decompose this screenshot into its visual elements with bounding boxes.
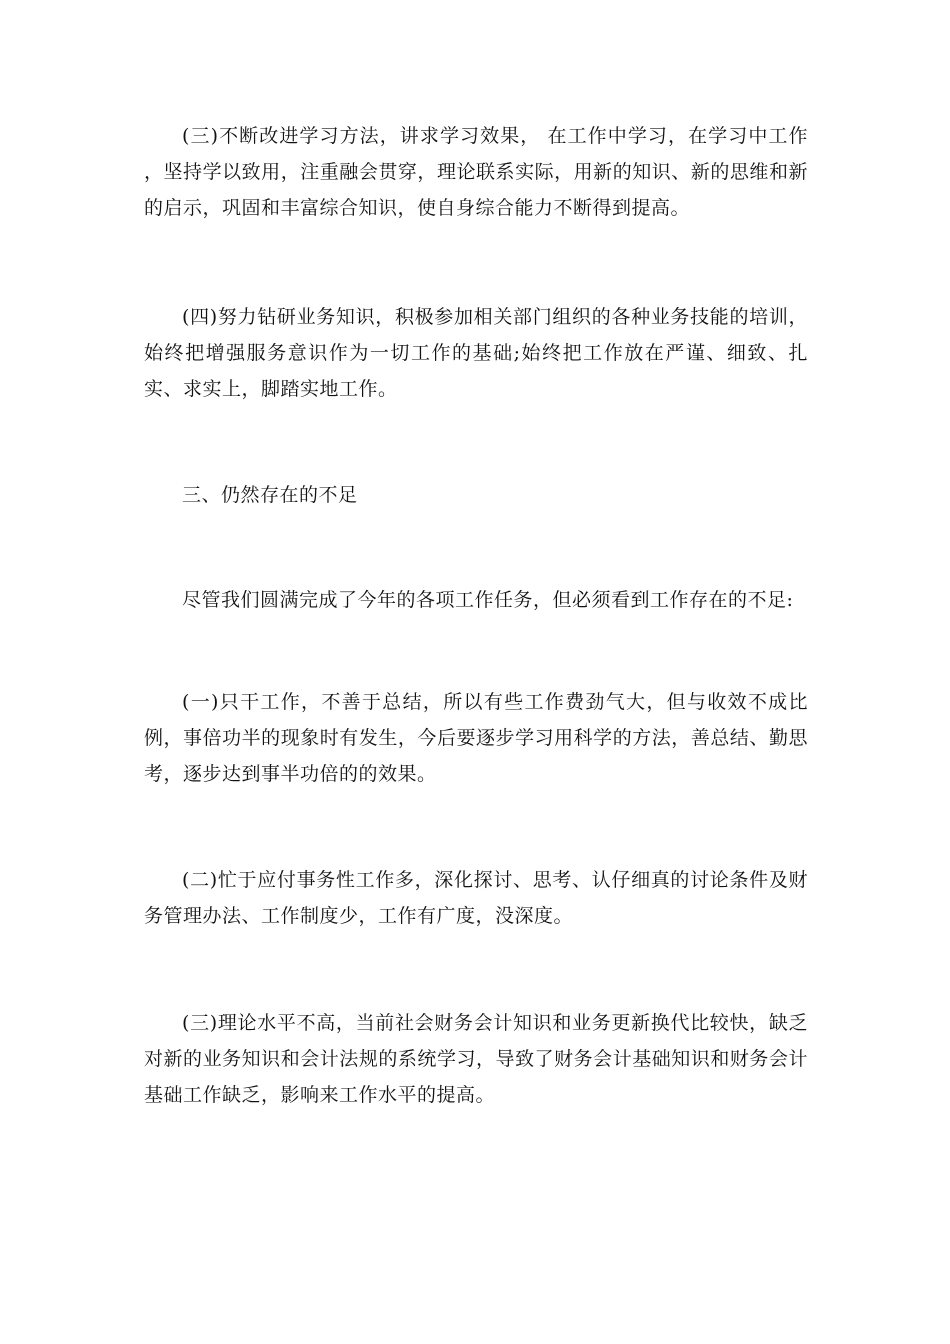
- paragraph-shortcoming-2: (二)忙于应付事务性工作多，深化探讨、思考、认仔细真的讨论条件及财务管理办法、工作制度少，工作有广度，没深度。: [144, 869, 808, 927]
- paragraph-business-knowledge: (四)努力钻研业务知识，积极参加相关部门组织的各种业务技能的培训，始终把增强服务意识作为一切工作的基础;始终把工作放在严谨、细致、扎实、求实上，脚踏实地工作。: [144, 306, 808, 400]
- paragraph-shortcoming-3: (三)理论水平不高，当前社会财务会计知识和业务更新换代比较快，缺乏对新的业务知识和会计法规的系统学习，导致了财务会计基础知识和财务会计基础工作缺乏，影响来工作水平的提高。: [144, 1012, 808, 1106]
- paragraph-shortcoming-1: (一)只干工作，不善于总结，所以有些工作费劲气大，但与收效不成比例，事倍功半的现象时有发生，今后要逐步学习用科学的方法，善总结、勤思考，逐步达到事半功倍的的效果。: [144, 691, 808, 785]
- section-heading-shortcomings: 三、仍然存在的不足: [182, 484, 358, 506]
- paragraph-study-methods: (三)不断改进学习方法，讲求学习效果， 在工作中学习，在学习中工作 ，坚持学以致用，注重融会贯穿，理论联系实际，用新的知识、新的思维和新的启示，巩固和丰富综合知识，使自身综合能力不断得到提高。: [144, 125, 808, 219]
- paragraph-shortcomings-intro: 尽管我们圆满完成了今年的各项工作任务，但必须看到工作存在的不足:: [182, 589, 794, 611]
